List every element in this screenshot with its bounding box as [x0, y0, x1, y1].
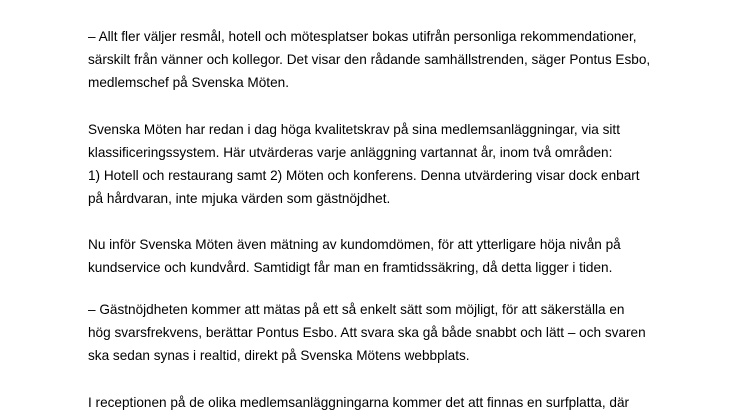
- paragraph-3-line-1: Nu inför Svenska Möten även mätning av kundomdömen, för att ytterligare höja nivån på: [88, 237, 621, 252]
- paragraph-5-line-1: I receptionen på de olika medlemsanläggningarna kommer det att finnas en surfplatta, där: [88, 395, 630, 410]
- paragraph-1-line-1: – Allt fler väljer resmål, hotell och mötesplatser bokas utifrån personliga rekommendationer,: [88, 29, 637, 44]
- paragraph-2-line-4: på hårdvaran, inte mjuka värden som gästnöjdhet.: [88, 191, 391, 206]
- paragraph-2-line-3: 1) Hotell och restaurang samt 2) Möten och konferens. Denna utvärdering visar dock enbart: [88, 168, 640, 183]
- paragraph-1-line-3: medlemschef på Svenska Möten.: [88, 75, 289, 90]
- paragraph-2-line-1: Svenska Möten har redan i dag höga kvalitetskrav på sina medlemsanläggningar, via sitt: [88, 122, 620, 137]
- paragraph-2-line-2: klassificeringssystem. Här utvärderas varje anläggning vartannat år, inom två områden:: [88, 145, 613, 160]
- paragraph-4-line-2: hög svarsfrekvens, berättar Pontus Esbo. Att svara ska gå både snabbt och lätt – och svaren: [88, 325, 646, 340]
- paragraph-1-line-2: särskilt från vänner och kollegor. Det visar den rådande samhällstrenden, säger Pontus Esbo,: [88, 52, 651, 67]
- paragraph-3-line-2: kundservice och kundvård. Samtidigt får man en framtidssäkring, då detta ligger i tiden.: [88, 260, 613, 275]
- paragraph-4-line-1: – Gästnöjdheten kommer att mätas på ett så enkelt sätt som möjligt, för att säkerställa en: [88, 302, 625, 317]
- paragraph-4-line-3: ska sedan synas i realtid, direkt på Svenska Mötens webbplats.: [88, 348, 470, 363]
